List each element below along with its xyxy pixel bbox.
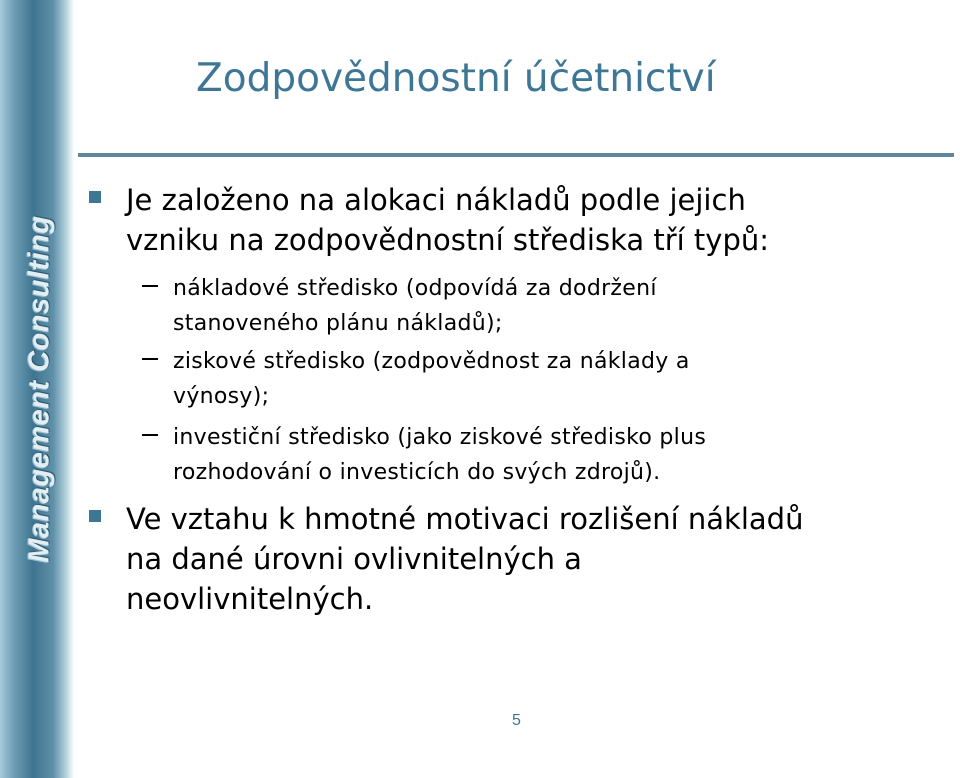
subitem-line: výnosy); (173, 384, 270, 409)
dash-bullet-icon (142, 358, 158, 360)
subitem-2-text (173, 344, 690, 414)
bullet-line: neovlivnitelných. (126, 582, 374, 616)
bullet-1-text (126, 180, 769, 260)
slide-title: Zodpovědnostní účetnictví (196, 56, 716, 101)
bullet-2-text (126, 499, 803, 619)
square-bullet-icon (89, 510, 101, 522)
bullet-line: na dané úrovni ovlivnitelných a (126, 542, 582, 576)
subitem-line: nákladové středisko (odpovídá za dodržení (173, 276, 657, 301)
subitem-line: stanoveného plánu nákladů); (173, 311, 503, 336)
subitem-line: ziskové středisko (zodpovědnost za náklady a (173, 349, 690, 374)
subitem-1-text (173, 271, 657, 341)
bullet-line: vzniku na zodpovědnostní střediska tří typů: (126, 223, 769, 257)
dash-bullet-icon (142, 285, 158, 287)
subitem-line: investiční středisko (jako ziskové středisko plus (173, 425, 707, 450)
bullet-line: Je založeno na alokaci nákladů podle jejich (126, 183, 746, 217)
title-divider (78, 153, 954, 157)
sidebar-brand-strip (0, 0, 74, 778)
dash-bullet-icon (142, 434, 158, 436)
brand-logo-text: Management Consulting (23, 215, 56, 563)
subitem-line: rozhodování o investicích do svých zdrojů). (173, 460, 661, 485)
page-number: 5 (512, 712, 521, 729)
subitem-3-text (173, 420, 706, 490)
bullet-line: Ve vztahu k hmotné motivaci rozlišení nákladů (126, 502, 804, 536)
square-bullet-icon (89, 191, 101, 203)
